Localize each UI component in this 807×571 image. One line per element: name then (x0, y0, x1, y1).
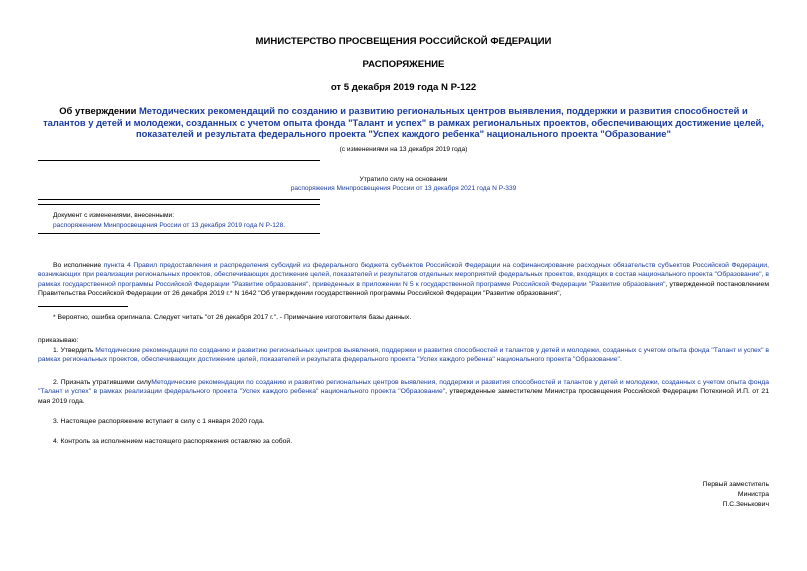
item-2-prefix: 2. Признать утратившими силу (53, 379, 152, 386)
signature-name: П.С.Зенькович (722, 501, 769, 508)
divider-line (38, 233, 320, 234)
doc-date: от 5 декабря 2019 года N Р-122 (330, 82, 477, 93)
divider-line (38, 199, 320, 200)
signature-position: Министра (737, 491, 769, 498)
ministry-title: МИНИСТЕРСТВО ПРОСВЕЩЕНИЯ РОССИЙСКОЙ ФЕДЕРАЦИИ (255, 36, 552, 47)
divider-line (38, 160, 320, 161)
item-4: 4. Контроль за исполнением настоящего распоряжения оставляю за собой. (53, 438, 293, 445)
item-2-link[interactable]: Методические рекомендации по созданию и развитию региональных центров выявления, поддержки и развития способностей и талантов у детей и молодежи, созданных с учетом опыта фонда "Талант и успех" в рамках реализации федерального проекта "Успех каждого ребенка" национального проекта "Образование" (38, 379, 770, 396)
footnote-divider (38, 306, 128, 307)
repeal-link[interactable]: распоряжения Минпросвещения России от 13 декабря 2021 года N Р-339 (290, 185, 517, 192)
preamble-paragraph (38, 261, 769, 299)
doc-title (38, 105, 769, 140)
divider-line (38, 204, 320, 205)
preamble-text-1: Во исполнение (53, 262, 104, 269)
doc-type: РАСПОРЯЖЕНИЕ (362, 59, 445, 70)
item-2-suffix: , утвержденные заместителем Министра просвещения Российской Федерации Потехиной И.П. от 21 мая 2019 года. (38, 388, 769, 405)
preamble-text-2: , утвержденной постановлением Правительства Российской Федерации от 26 декабря 2019 г.* N 1642 "Об утверждении государственной программы Российской Федерации "Развитие образования", (38, 280, 770, 298)
preamble-link[interactable]: пункта 4 Правил предоставления и распределения субсидий из федерального бюджета субъектов Российской Федерации на софинансирование расходных обязательств субъектов Российской Федерации, возникающих при реализации региональных проектов, обеспечивающих достижение целей, показателей и результатов отдельных мероприятий федеральных проектов, входящих в состав национального проекта "Образование", в рамках государственной программы Российской Федерации "Развитие образования", приведенных в приложении N 5 к государственной программе Российской Федерации "Развитие образования" (38, 262, 769, 288)
signature-title: Первый заместитель (702, 481, 769, 488)
changes-label: Документ с изменениями, внесенными: (53, 212, 175, 219)
item-2 (38, 378, 769, 406)
title-prefix: Об утверждении (59, 105, 139, 116)
item-1 (38, 346, 769, 365)
amendments-note: (с изменениями на 13 декабря 2019 года) (339, 146, 468, 153)
order-word: приказываю: (38, 337, 79, 344)
changes-link[interactable]: распоряжением Минпросвещения России от 13 декабря 2019 года N Р-128. (53, 222, 286, 229)
item-1-prefix: 1. Утвердить (53, 347, 96, 354)
repeal-line-1: Утратило силу на основании (359, 176, 448, 183)
item-1-link[interactable]: Методические рекомендации по созданию и развитию региональных центров выявления, поддержки и развития способностей и талантов у детей и молодежи, созданных с учетом опыта фонда "Талант и успех" в рамках региональных проектов, обеспечивающих достижение целей, показателей и результата федерального проекта "Успех каждого ребенка" национального проекта "Образование". (38, 347, 770, 364)
title-link[interactable]: Методических рекомендаций по созданию и развитию региональных центров выявления, поддержки и развития способностей и талантов у детей и молодежи, созданных с учетом опыта фонда "Талант и успех" в рамках региональных проектов, обеспечивающих достижение целей, показателей и результата федерального проекта "Успех каждого ребенка" национального проекта "Образование" (43, 105, 764, 139)
item-3: 3. Настоящее распоряжение вступает в силу с 1 января 2020 года. (53, 418, 265, 425)
footnote: * Вероятно, ошибка оригинала. Следует читать "от 26 декабря 2017 г.". - Примечание изготовителя базы данных. (53, 314, 412, 321)
